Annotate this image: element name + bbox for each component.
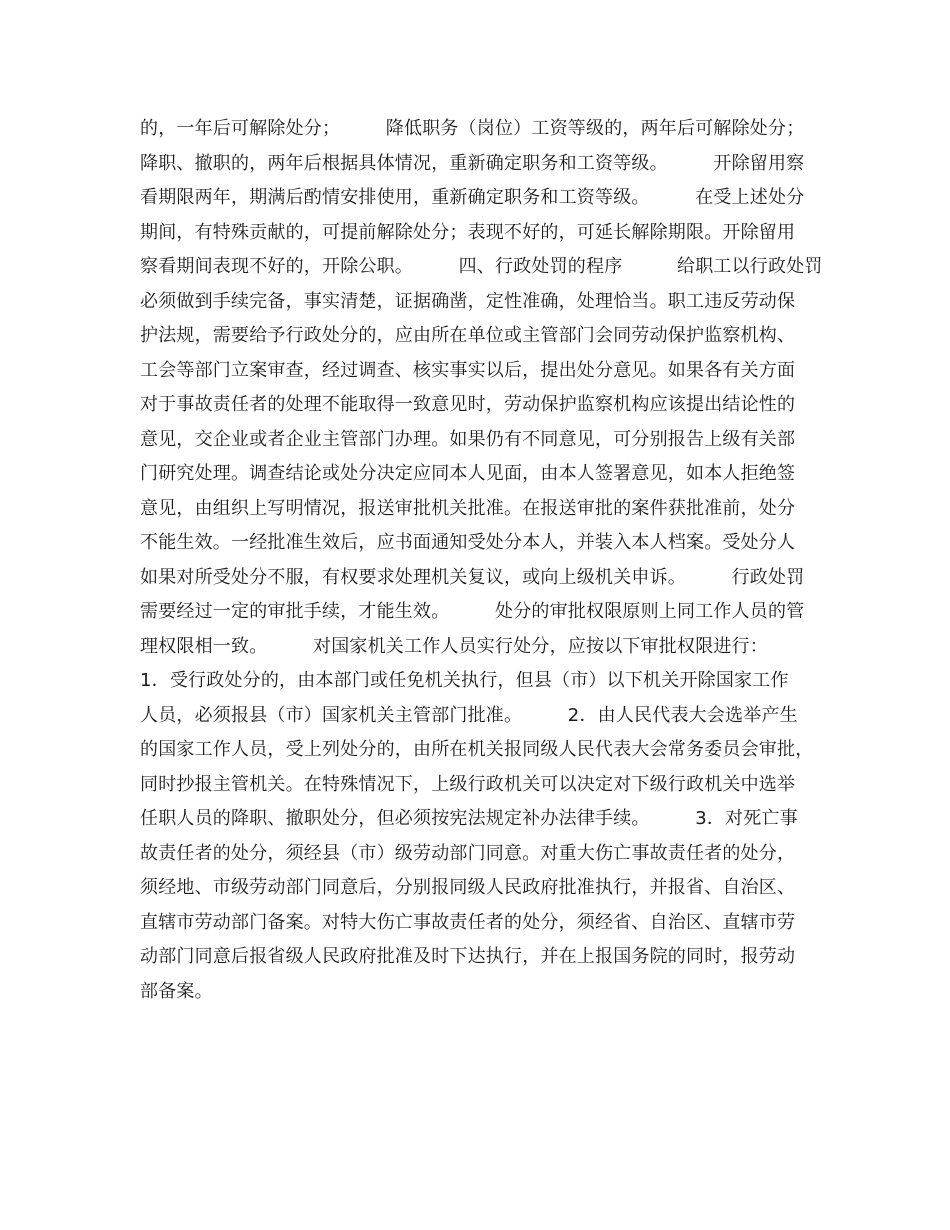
- text-line: 动部门同意后报省级人民政府批准及时下达执行，并在上报国务院的同时，报劳动: [140, 946, 796, 967]
- text-line: 同时抄报主管机关。在特殊情况下，上级行政机关可以决定对下级行政机关中选举: [140, 773, 796, 795]
- text-line: 如果对所受处分不服，有权要求处理机关复议，或向上级机关申诉。 行政处罚: [140, 566, 805, 588]
- text-line: 降职、撤职的，两年后根据具体情况，重新确定职务和工资等级。 开除留用察: [140, 152, 805, 174]
- text-line: 须经地、市级劳动部门同意后，分别报同级人民政府批准执行，并报省、自治区、: [140, 877, 796, 898]
- text-line: 工会等部门立案审查，经过调查、核实事实以后，提出处分意见。如果各有关方面: [140, 359, 796, 381]
- text-line: 意见，交企业或者企业主管部门办理。如果仍有不同意见，可分别报告上级有关部: [140, 428, 796, 450]
- text-line: 任职人员的降职、撤职处分，但必须按宪法规定补办法律手续。 3．对死亡事: [140, 808, 798, 829]
- text-line: 需要经过一定的审批手续，才能生效。 处分的审批权限原则上同工作人员的管: [140, 601, 805, 622]
- text-line: 的，一年后可解除处分； 降低职务（岗位）工资等级的，两年后可解除处分；: [140, 118, 805, 139]
- text-line: 必须做到手续完备，事实清楚，证据确凿，定性准确，处理恰当。职工违反劳动保: [140, 290, 796, 312]
- document-body: [140, 112, 823, 1009]
- text-line: 部备案。: [140, 980, 213, 1002]
- text-line: 对于事故责任者的处理不能取得一致意见时，劳动保护监察机构应该提出结论性的: [140, 394, 796, 415]
- text-line: 看期限两年，期满后酌情安排使用，重新确定职务和工资等级。 在受上述处分: [140, 187, 805, 208]
- text-line: 直辖市劳动部门备案。对特大伤亡事故责任者的处分，须经省、自治区、直辖市劳: [140, 911, 796, 933]
- text-line: 门研究处理。调查结论或处分决定应同本人见面，由本人签署意见，如本人拒绝签: [140, 463, 796, 484]
- text-line: 的国家工作人员，受上列处分的，由所在机关报同级人民代表大会常务委员会审批，: [140, 739, 814, 760]
- text-line: 察看期间表现不好的，开除公职。 四、行政处罚的程序 给职工以行政处罚: [140, 256, 823, 277]
- text-line: 故责任者的处分，须经县（市）级劳动部门同意。对重大伤亡事故责任者的处分，: [140, 842, 796, 864]
- text-line: 不能生效。一经批准生效后，应书面通知受处分本人，并装入本人档案。受处分人: [140, 532, 796, 553]
- text-line: 期间，有特殊贡献的，可提前解除处分；表现不好的，可延长解除期限。开除留用: [140, 221, 796, 243]
- text-line: 人员，必须报县（市）国家机关主管部门批准。 2．由人民代表大会选举产生: [140, 704, 798, 726]
- text-line: 意见，由组织上写明情况，报送审批机关批准。在报送审批的案件获批准前，处分: [140, 497, 796, 519]
- text-line: 护法规，需要给予行政处分的，应由所在单位或主管部门会同劳动保护监察机构、: [140, 325, 796, 346]
- text-line: 1．受行政处分的，由本部门或任免机关执行，但县（市）以下机关开除国家工作: [140, 670, 789, 691]
- text-line: 理权限相一致。 对国家机关工作人员实行处分，应按以下审批权限进行：: [140, 635, 768, 657]
